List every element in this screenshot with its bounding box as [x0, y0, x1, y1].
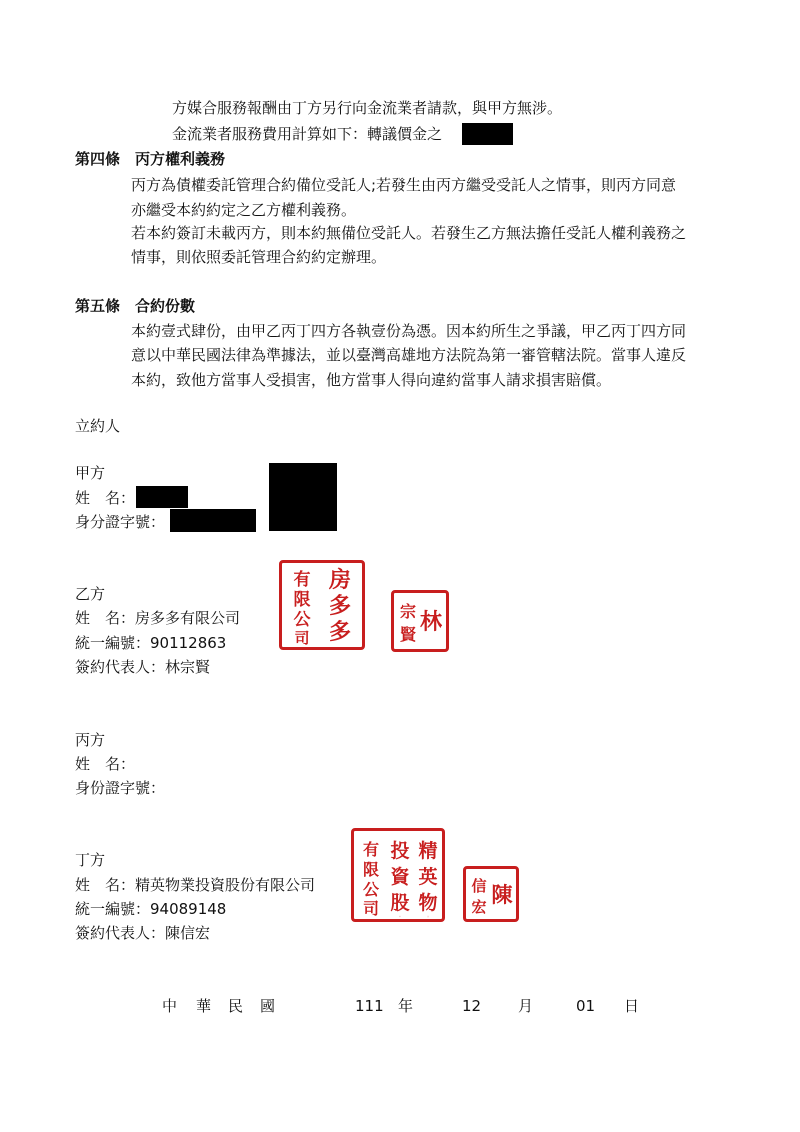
seal-char: 賢	[399, 625, 417, 644]
party-d-tax-line: 統一編號：94089148	[75, 900, 227, 918]
party-b-rep-seal	[391, 590, 449, 652]
party-c-id-label: 身份證字號：	[75, 779, 166, 797]
seal-char: 房	[328, 567, 352, 593]
redaction-party-a-name	[136, 486, 188, 508]
party-c-title: 丙方	[75, 731, 106, 749]
seal-char: 投	[390, 840, 410, 862]
seal-char: 份	[399, 917, 401, 918]
party-a-title: 甲方	[75, 464, 106, 482]
seal-char: 司	[294, 629, 310, 647]
date-day-label: 日	[624, 997, 640, 1015]
seal-char: 司	[362, 899, 380, 918]
party-b-name-line: 姓 名：房多多有限公司	[75, 609, 241, 627]
redaction-price	[462, 123, 513, 145]
date-era-char: 民	[228, 997, 244, 1015]
seal-char: 英	[418, 866, 438, 888]
redaction-party-a-id	[170, 509, 256, 532]
date-month: 12	[462, 997, 482, 1015]
party-d-name-line: 姓 名：精英物業投資股份有限公司	[75, 876, 316, 894]
seal-char: 宗	[399, 602, 417, 621]
seal-char: 多	[328, 619, 352, 645]
seal-char: 股	[390, 892, 410, 914]
seal-char: 公	[293, 610, 311, 630]
seal-char: 有	[362, 840, 380, 859]
date-year-label: 年	[398, 997, 414, 1015]
party-b-title: 乙方	[75, 585, 106, 603]
article4-p1-line1: 丙方為債權委託管理合約備位受託人;若發生由丙方繼受受託人之情事，則丙方同意	[131, 176, 677, 194]
article5-line2: 意以中華民國法律為準據法，並以臺灣高雄地方法院為第一審管轄法院。當事人違反	[131, 346, 687, 364]
date-day: 01	[576, 997, 596, 1015]
date-era-char: 中	[162, 997, 178, 1015]
party-c-name-label: 姓 名：	[75, 755, 136, 773]
seal-char: 業	[427, 917, 429, 918]
date-year: 111	[355, 997, 384, 1015]
article4-heading: 第四條 丙方權利義務	[75, 150, 226, 168]
seal-char: 信	[471, 877, 487, 895]
redaction-party-a-seal	[269, 463, 337, 531]
signatories-label: 立約人	[75, 417, 121, 435]
seal-char: 限	[362, 860, 380, 879]
party-a-name-label: 姓 名：	[75, 489, 136, 507]
seal-char: 有	[293, 570, 311, 590]
party-b-rep-line: 簽約代表人：林宗賢	[75, 658, 211, 676]
date-month-label: 月	[518, 997, 534, 1015]
seal-char: 物	[418, 892, 438, 914]
party-b-company-seal	[279, 560, 365, 650]
seal-char: 陳	[491, 882, 513, 907]
party-a-id-label: 身分證字號：	[75, 513, 166, 531]
party-d-title: 丁方	[75, 851, 106, 869]
seal-char: 公	[362, 880, 380, 899]
date-era-char: 華	[196, 997, 212, 1015]
seal-char: 林	[419, 609, 443, 635]
seal-char: 資	[390, 866, 410, 888]
article5-heading: 第五條 合約份數	[75, 297, 196, 315]
intro-line-1: 方媒合服務報酬由丁方另行向金流業者請款，與甲方無涉。	[172, 99, 563, 117]
party-d-company-seal	[351, 828, 445, 922]
seal-char: 宏	[471, 898, 487, 916]
seal-char: 精	[418, 840, 438, 862]
intro-line-2: 金流業者服務費用計算如下：轉議價金之	[172, 125, 443, 143]
article5-line1: 本約壹式肆份，由甲乙丙丁四方各執壹份為憑。因本約所生之爭議，甲乙丙丁四方同	[131, 322, 687, 340]
article4-p2-line2: 情事，則依照委託管理合約約定辦理。	[131, 248, 387, 266]
seal-char: 多	[328, 593, 352, 619]
seal-char: 限	[293, 590, 311, 610]
party-d-rep-line: 簽約代表人：陳信宏	[75, 924, 211, 942]
article4-p1-line2: 亦繼受本約約定之乙方權利義務。	[131, 201, 357, 219]
date-era-char: 國	[260, 997, 276, 1015]
article5-line3: 本約，致他方當事人受損害，他方當事人得向違約當事人請求損害賠償。	[131, 371, 612, 389]
party-b-tax-line: 統一編號：90112863	[75, 634, 227, 652]
article4-p2-line1: 若本約簽訂未載丙方，則本約無備位受託人。若發生乙方無法擔任受託人權利義務之	[131, 224, 687, 242]
party-d-rep-seal	[463, 866, 519, 922]
